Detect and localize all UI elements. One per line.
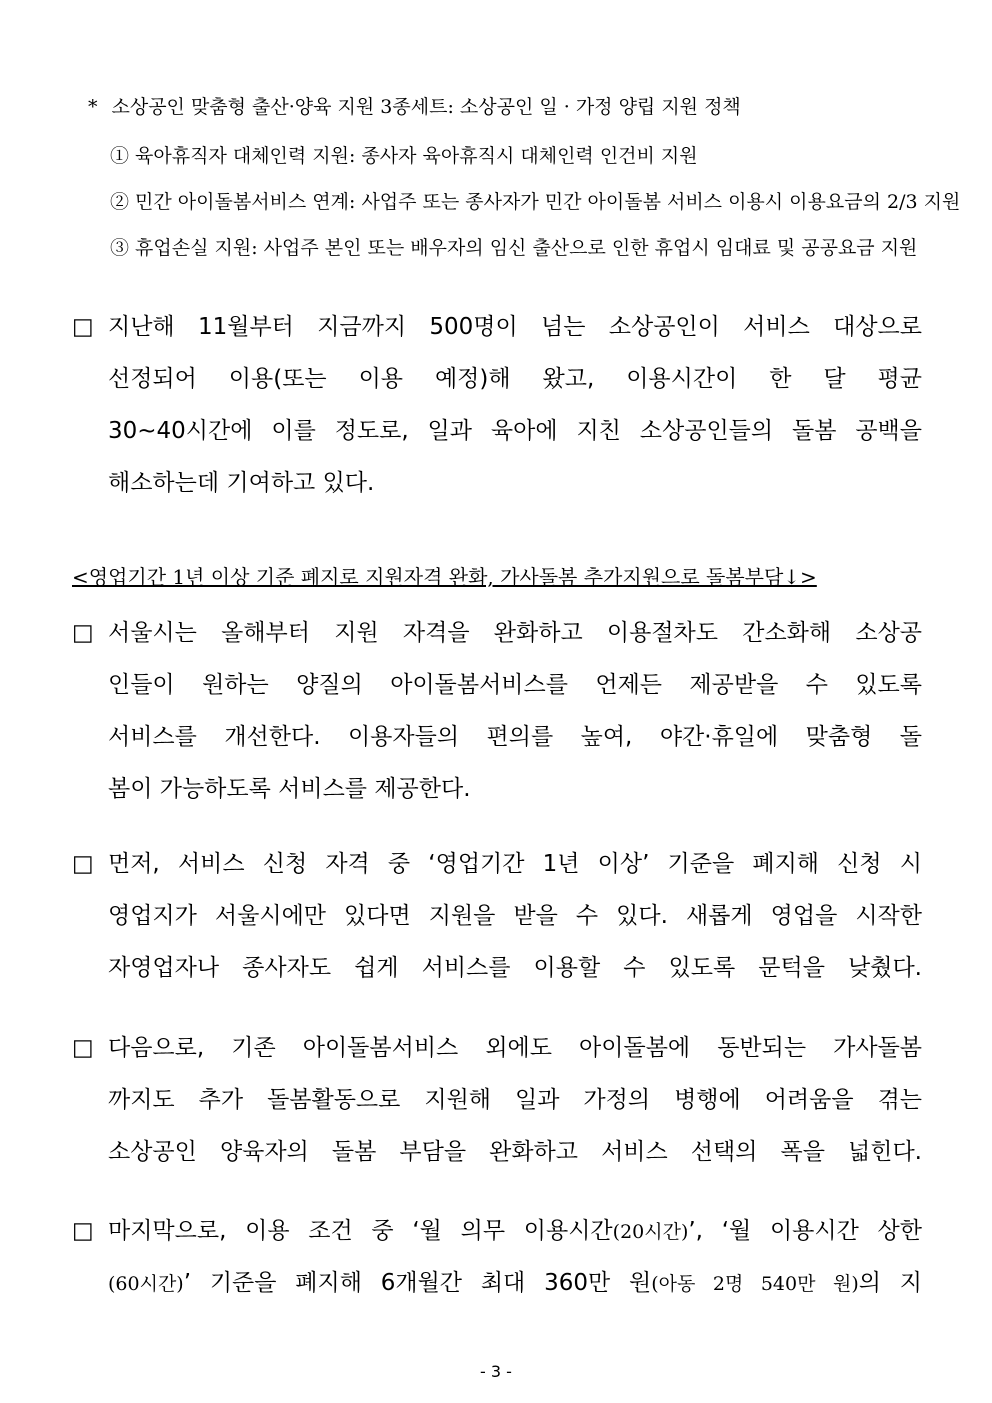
paragraph-line: □ 먼저, 서비스 신청 자격 중 ‘영업기간 1년 이상’ 기준을 폐지해 신청 시 <box>72 838 922 890</box>
note-marker: * <box>88 96 98 118</box>
note-title-line <box>88 92 741 119</box>
page-number: - 3 - <box>480 1362 512 1381</box>
paragraph-line: 까지도 추가 돌봄활동으로 지원해 일과 가정의 병행에 어려움을 겪는 <box>108 1087 922 1113</box>
note-title: 소상공인 맞춤형 출산·양육 지원 3종세트: 소상공인 일 · 가정 양립 지원 정책 <box>111 96 741 118</box>
checkbox-bullet: □ <box>72 314 94 340</box>
paragraph-line: 해소하는데 기여하고 있다. <box>108 470 375 496</box>
note-item: ③ 휴업손실 지원: 사업주 본인 또는 배우자의 임신 출산으로 인한 휴업시 임대료 및 공공요금 지원 <box>110 237 918 259</box>
checkbox-bullet: □ <box>72 1035 94 1061</box>
paragraph-service-users <box>72 301 922 509</box>
paragraph-line: □ 마지막으로, 이용 조건 중 ‘월 의무 이용시간(20시간)’, ‘월 이용시간 상한 <box>72 1205 922 1257</box>
checkbox-bullet: □ <box>72 851 94 877</box>
checkbox-bullet: □ <box>72 620 94 646</box>
paragraph-line: 소상공인 양육자의 돌봄 부담을 완화하고 서비스 선택의 폭을 넓힌다. <box>108 1139 922 1165</box>
paragraph-usage-hours <box>72 1205 922 1309</box>
paragraph-line: □ 서울시는 올해부터 지원 자격을 완화하고 이용절차도 간소화해 소상공 <box>72 607 922 659</box>
paragraph-line: 서비스를 개선한다. 이용자들의 편의를 높여, 야간·휴일에 맞춤형 돌 <box>108 724 922 750</box>
paragraph-line: □ 다음으로, 기존 아이돌봄서비스 외에도 아이돌봄에 동반되는 가사돌봄 <box>72 1022 922 1074</box>
paragraph-line: □ 지난해 11월부터 지금까지 500명이 넘는 소상공인이 서비스 대상으로 <box>72 301 922 353</box>
paragraph-business-period <box>72 838 922 994</box>
note-item: ② 민간 아이돌봄서비스 연계: 사업주 또는 종사자가 민간 아이돌봄 서비스 이용시 이용요금의 2/3 지원 <box>110 191 961 213</box>
section-heading: <영업기간 1년 이상 기준 폐지로 지원자격 완화, 가사돌봄 추가지원으로 돌봄부담↓> <box>72 565 817 589</box>
paragraph-line: (60시간)’ 기준을 폐지해 6개월간 최대 360만 원(아동 2명 540만 원)의 지 <box>108 1270 923 1296</box>
paragraph-line: 봄이 가능하도록 서비스를 제공한다. <box>108 776 471 802</box>
paragraph-eligibility-relaxed <box>72 607 922 815</box>
paragraph-line: 인들이 원하는 양질의 아이돌봄서비스를 언제든 제공받을 수 있도록 <box>108 672 922 698</box>
paragraph-line: 영업지가 서울시에만 있다면 지원을 받을 수 있다. 새롭게 영업을 시작한 <box>108 903 922 929</box>
checkbox-bullet: □ <box>72 1218 94 1244</box>
paragraph-line: 자영업자나 종사자도 쉽게 서비스를 이용할 수 있도록 문턱을 낮췄다. <box>108 955 922 981</box>
paragraph-housework-care <box>72 1022 922 1178</box>
paragraph-line: 30~40시간에 이를 정도로, 일과 육아에 지친 소상공인들의 돌봄 공백을 <box>108 418 922 444</box>
paragraph-line: 선정되어 이용(또는 이용 예정)해 왔고, 이용시간이 한 달 평균 <box>108 366 922 392</box>
note-item: ① 육아휴직자 대체인력 지원: 종사자 육아휴직시 대체인력 인건비 지원 <box>110 145 698 167</box>
